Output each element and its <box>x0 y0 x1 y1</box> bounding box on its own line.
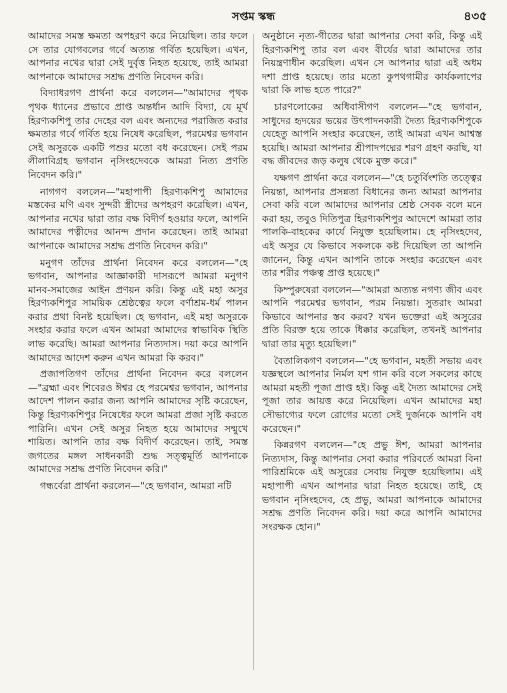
paragraph: গন্ধর্বেরা প্রার্থনা করলেন—"হে ভগবান, আমরা নটি <box>40 481 232 492</box>
paragraph: বৈতালিকগণ বললেন—"হে ভগবান, মহতী সভায় এবং যজ্ঞস্থলে আপনার নির্মল যশ গান করি বলে সকলের কাছে আমরা মহতী পূজা প্রাপ্ত হই। কিন্তু এই দৈত্য আমাদের সেই পূজা তার আয়ত্ত করে নিয়েছিল। এখন আমাদের মহা সৌভাগ্যের ফলে রোগের মতো সেই দুর্জনকে আপনি বধ করেছেন।" <box>262 355 482 435</box>
paragraph: প্রজাপতিগণ তাঁদের প্রার্থনা নিবেদন করে বললেন—"ব্রহ্মা এবং শিবেরও ঈশ্বর হে পরমেশ্বর ভগবান, আপনার আদেশ পালন করার জন্য আপনি আমাদের সৃষ্টি করেছেন, কিন্তু হিরণ্যকশিপুর নিষেধের ফলে আমরা প্রজা সৃষ্টি করতে পারিনি। এখন সেই অসুর নিহত হয়ে আমাদের সম্মুখে শায়িত। আপনি তার বক্ষ বিদীর্ণ করেছেন। তাই, সমস্ত জগতের মঙ্গল সাধনকারী শুদ্ধ সত্ত্বমূর্তি আপনাকে আমাদের সশ্রদ্ধ প্রণতি নিবেদন করি।" <box>28 369 248 476</box>
page-header <box>0 8 507 26</box>
left-column <box>28 30 248 680</box>
column-divider <box>253 34 254 670</box>
running-head: সপ্তম স্কন্ধ <box>232 10 275 23</box>
paragraph: আমাদের সমস্ত ক্ষমতা অপহরণ করে নিয়েছিল। তার ফলে সে তার যোগবলের গর্বে অত্যন্ত গর্বিত হয়েছিল। এখন, আপনার নখের দ্বারা সেই দুর্বৃত্ত নিহত হয়েছে, তাই আমরা আপনাকে আমাদের সশ্রদ্ধ প্রণতি নিবেদন করি। <box>28 31 248 83</box>
paragraph: কিম্পুরুষেরা বললেন—"আমরা অত্যন্ত নগণ্য জীব এবং আপনি পরমেশ্বর ভগবান, পরম নিয়ন্তা। সুতরাং আমরা কিভাবে আপনার স্তব করব? যখন ভক্তেরা এই অসুরের প্রতি বিরক্ত হয়ে তাকে ধিক্কার করেছিল, তখনই আপনার দ্বারা তার মৃত্যু হয়েছিল।" <box>262 284 482 351</box>
page-number: ৪৩৫ <box>463 9 487 23</box>
paragraph: যক্ষগণ প্রার্থনা করে বললেন—"হে চতুর্বিংশতি তত্ত্বের নিয়ন্তা, আপনার প্রসন্নতা বিধানের জন্য আমরা আপনার সেবা করি বলে আমাদের আপনার শ্রেষ্ঠ সেবক বলে মনে করা হয়, তবুও দিতিপুত্র হিরণ্যকশিপুর আদেশে আমরা তার পালকি-বাহকের কার্যে নিযুক্ত হয়েছিলাম। হে নৃসিংহদেব, এই অসুর যে কিভাবে সকলকে কষ্ট দিয়েছিল তা আপনি জানেন, কিন্তু এখন আপনি তাকে সংহার করেছেন এবং তার শরীর পঞ্চত্ব প্রাপ্ত হয়েছে।" <box>262 172 482 280</box>
paragraph: চারণলোকের অধিবাসীগণ বললেন—"হে ভগবান, সাধুদের হৃদয়ের ভয়ের উৎপাদনকারী দৈত্য হিরণ্যকশিপুকে যেহেতু আপনি সংহার করেছেন, তাই আমরা এখন আশ্বস্ত হয়েছি। আমরা আপনার শ্রীপাদপদ্মের শরণ গ্রহণ করছি, যা বদ্ধ জীবদের জড় কলুষ থেকে মুক্ত করে।" <box>262 101 482 168</box>
paragraph: কিন্নরগণ বললেন—"হে প্রভু ঈশ, আমরা আপনার নিত্যদাস, কিন্তু আপনার সেবা করার পরিবর্তে আমরা বিনা পারিশ্রমিকে এই অসুরের সেবায় নিযুক্ত হয়েছিলাম। এই মহাপাপী এখন আপনার দ্বারা নিহত হয়েছে। তাই, হে ভগবান নৃসিংহদেব, হে প্রভু, আমরা আপনাকে আমাদের সশ্রদ্ধ প্রণতি নিবেদন করি। দয়া করে আপনি আমাদের সংরক্ষক হোন।" <box>262 440 482 533</box>
paragraph: অনুষ্ঠানে নৃত্য-গীতের দ্বারা আপনার সেবা করি, কিন্তু এই হিরণ্যকশিপু তার বল এবং বীর্যের দ্বারা আমাদের তার নিয়ন্ত্রণাধীন করেছিল। এখন সে আপনার দ্বারা এই অধম দশা প্রাপ্ত হয়েছে। তার মতো কুপথগামীর কার্যকলাপের দ্বারা কি লাভ হতে পারে?" <box>262 31 482 97</box>
paragraph: নাগগণ বললেন—"মহাপাপী হিরণ্যকশিপু আমাদের মস্তকের মণি এবং সুন্দরী স্ত্রীদের অপহরণ করেছিল। এখন, আপনার নখের দ্বারা তার বক্ষ বিদীর্ণ হওয়ার ফলে, আপনি আমাদের পত্নীদের আনন্দ প্রদান করেছেন। তাই আমরা আপনাকে আমাদের সশ্রদ্ধ প্রণতি নিবেদন করি।" <box>28 186 248 252</box>
right-column <box>262 30 482 680</box>
paragraph: মনুগণ তাঁদের প্রার্থনা নিবেদন করে বললেন—"হে ভগবান, আপনার আজ্ঞাকারী দাসরূপে আমরা মনুগণ মানব-সমাজের আইন প্রণয়ন করি। কিন্তু এই মহা অসুর হিরণ্যকশিপুর সাময়িক শ্রেষ্ঠত্বের ফলে বর্ণাশ্রম-ধর্ম পালন করার প্রথা বিনষ্ট হয়েছিল। হে ভগবান, এই মহা অসুরকে সংহার করার ফলে এখন আমরা আমাদের স্বাভাবিক স্থিতি লাভ করেছি। আমরা আপনার নিত্যদাস। দয়া করে আপনি আমাদের আদেশ করুন এখন আমরা কি করব।" <box>28 257 248 364</box>
paragraph: বিদ্যাধরগণ প্রার্থনা করে বললেন—"আমাদের পৃথক পৃথক ধ্যানের প্রভাবে প্রাপ্ত অন্তর্ধান আদি বিদ্যা, যে মূর্খ হিরণ্যকশিপু তার দেহের বল এবং অন্যদের পরাজিত করার ক্ষমতার গর্বে গর্বিত হয়ে নিষেধ করেছিল, পরমেশ্বর ভগবান সেই অসুরকে একটি পশুর মতো বধ করেছেন। সেই পরম লীলাবিগ্রহ ভগবান নৃসিংহদেবকে আমরা নিত্য প্রণতি নিবেদন করি।" <box>28 88 248 181</box>
